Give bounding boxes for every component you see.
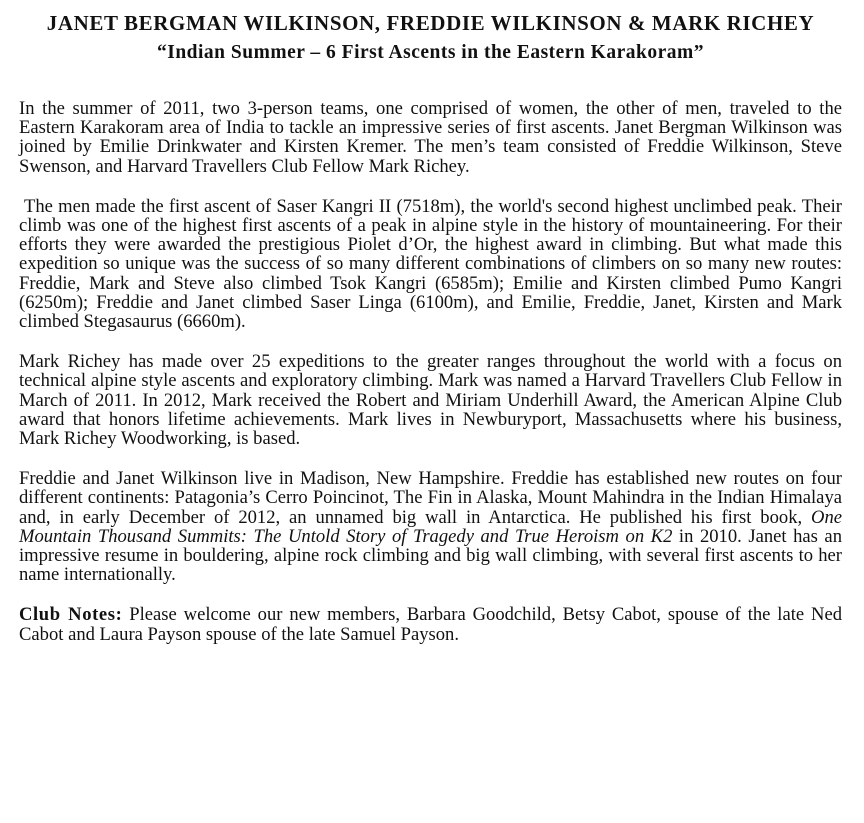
paragraph-wilkinsons [19,469,842,584]
book-title: One Mountain Thousand Summits: The Untold Story of Tragedy and True Heroism on K2 [19,506,842,547]
club-notes-label: Club Notes: [19,604,123,626]
speakers-heading: JANET BERGMAN WILKINSON, FREDDIE WILKINSON & MARK RICHEY [46,11,815,35]
paragraph-mark-richey: Mark Richey has made over 25 expeditions to the greater ranges throughout the world with a focus on technical alpine style ascents and exploratory climbing. Mark was named a Harvard Travellers Club Fellow in March of 2011. In 2012, Mark received the Robert and Miriam Underhill Award, the American Alpine Club award that honors lifetime achievements. Mark lives in Newburyport, Massachusetts where his business, Mark Richey Woodworking, is based. [19,351,842,450]
paragraph-first-ascents: The men made the first ascent of Saser Kangri II (7518m), the world's second highest unclimbed peak. Their climb was one of the highest first ascents of a peak in alpine style in the history of mountaineering. For their efforts they were awarded the prestigious Piolet d’Or, the highest award in climbing. But what made this expedition so unique was the success of so many different combinations of climbers on so many new routes: Freddie, Mark and Steve also climbed Tsok Kangri (6585m); Emilie and Kirsten climbed Pumo Kangri (6250m); Freddie and Janet climbed Saser Linga (6100m), and Emilie, Freddie, Janet, Kirsten and Mark climbed Stegasaurus (6660m). [19,195,842,333]
club-notes-text: Please welcome our new members, Barbara Goodchild, Betsy Cabot, spouse of the late Ned Cabot and Laura Payson spouse of the late Samuel Payson. [19,604,843,645]
paragraph-expedition-intro: In the summer of 2011, two 3-person teams, one comprised of women, the other of men, traveled to the Eastern Karakoram area of India to tackle an impressive series of first ascents. Janet Bergman Wilkinson was joined by Emilie Drinkwater and Kirsten Kremer. The men’s team consisted of Freddie Wilkinson, Steve Swenson, and Harvard Travellers Club Fellow Mark Richey. [19,98,842,177]
wilkinsons-text-part1: Freddie and Janet Wilkinson live in Madison, New Hampshire. Freddie has established new routes on four different continents: Patagonia’s Cerro Poincinot, The Fin in Alaska, Mount Mahindra in the Indian Himalaya and, in early December of 2012, an unnamed big wall in Antarctica. He published his first book, [19,468,842,528]
wilkinsons-text-part2: in 2010. Janet has an impressive resume in bouldering, alpine rock climbing and big wall climbing, with several first ascents to her name internationally. [19,525,842,586]
paragraph-club-notes [19,605,842,643]
talk-title: “Indian Summer – 6 First Ascents in the Eastern Karakoram” [156,42,705,63]
